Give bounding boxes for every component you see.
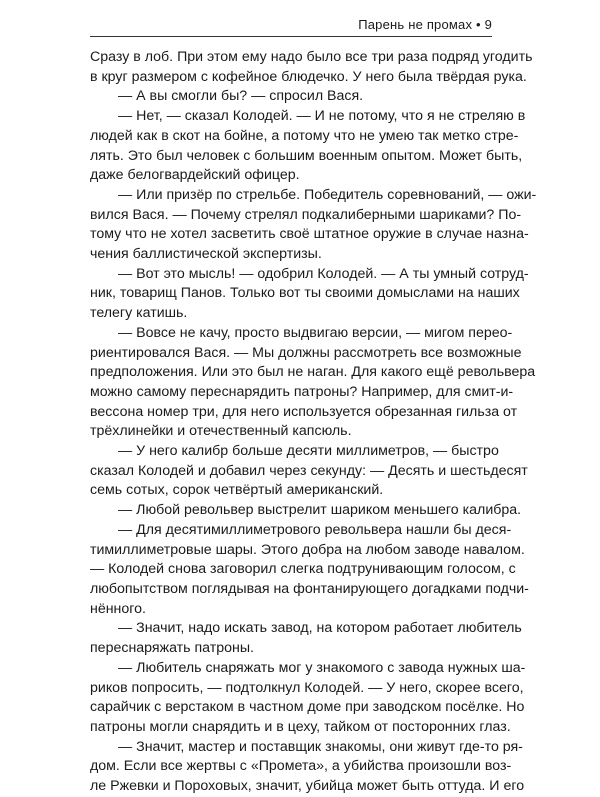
text-line: вессона номер три, для него используется обрезанная гильза от — [90, 403, 518, 420]
text-line: — Или призёр по стрельбе. Победитель соревнований, — ожи- — [118, 186, 537, 203]
text-line: переснаряжать патроны. — [90, 640, 255, 657]
paragraph — [90, 324, 536, 442]
running-head — [90, 12, 492, 37]
text-line: семь сотых, сорок четвёртый американский. — [90, 482, 384, 499]
text-line: ле Ржевки и Пороховых, значит, убийца может быть оттуда. И его — [90, 778, 525, 795]
text-line: вился Вася. — Почему стрелял подкалиберными шариками? По- — [90, 206, 522, 223]
text-line: Сразу в лоб. При этом ему надо было все три раза подряд угодить — [90, 49, 533, 65]
text-line: — Значит, надо искать завод, на котором работает любитель — [118, 620, 522, 637]
text-line: в круг размером с кофейное блюдечко. У него была твёрдая рука. — [90, 68, 527, 85]
text-line: — Вовсе не качу, просто выдвигаю версии, — мигом перео- — [118, 324, 513, 341]
text-line: патроны могли снарядить и в цеху, тайком от посторонних глаз. — [90, 718, 511, 735]
text-line: — Колодей снова заговорил слегка подтрунивающим голосом, с — [90, 561, 516, 578]
text-line: сказал Колодей и добавил через секунду: — Десять и шестьдесят — [90, 462, 528, 479]
paragraph — [90, 619, 522, 658]
text-line: даже белогвардейский офицер. — [90, 167, 300, 184]
text-line: — Любитель снаряжать мог у знакомого с завода нужных ша- — [118, 659, 526, 676]
text-line: — У него калибр больше десяти миллиметров, — быстро — [118, 443, 499, 460]
text-line: дом. Если все жертвы с «Промета», а убийства произошли воз- — [90, 758, 512, 775]
paragraph — [90, 442, 528, 501]
text-line: — Любой револьвер выстрелит шариком меньшего калибра. — [118, 502, 522, 519]
body-text — [90, 48, 537, 797]
paragraph — [90, 738, 525, 797]
text-line: тимиллиметровые шары. Этого добра на любом заводе навалом. — [90, 541, 525, 558]
text-line: ник, товарищ Панов. Только вот ты своими домыслами на наших — [90, 285, 520, 302]
text-line: предположения. Или это был не наган. Для какого ещё револьвера — [90, 364, 536, 381]
text-line: — Вот это мысль! — одобрил Колодей. — А ты умный сотруд- — [118, 265, 529, 282]
running-title: Парень не промах • 9 — [358, 16, 492, 32]
paragraph — [90, 87, 487, 107]
text-line: — Для десятимиллиметрового револьвера нашли бы деся- — [118, 521, 512, 538]
text-line: риентировался Вася. — Мы должны рассмотреть все возможные — [90, 344, 522, 361]
text-line: — Значит, мастер и поставщик знакомы, они живут где-то ря- — [118, 738, 523, 755]
text-line: людей как в скот на бойне, а потому что не умею так метко стре- — [90, 127, 519, 144]
text-line: тому что не хотел засветить своё штатное оружие в случае назна- — [90, 226, 529, 243]
paragraph — [90, 48, 533, 87]
text-line: нённого. — [90, 600, 146, 617]
paragraph — [90, 659, 526, 738]
paragraph — [90, 107, 526, 186]
paragraph — [90, 265, 529, 324]
text-line: риков попросить, — подтолкнул Колодей. — У него, скорее всего, — [90, 679, 524, 696]
text-line: любопытством поглядывая на фонтанирующего догадками подчи- — [90, 580, 529, 597]
paragraph — [90, 186, 537, 265]
text-line: — А вы смогли бы? — спросил Вася. — [118, 88, 364, 105]
text-line: телегу катишь. — [90, 305, 188, 322]
text-line: сарайчик с верстаком в частном доме при заводском посёлке. Но — [90, 699, 525, 716]
text-line: можно самому переснарядить патроны? Например, для смит-и- — [90, 383, 514, 400]
text-line: чения баллистической экспертизы. — [90, 246, 322, 263]
paragraph — [90, 501, 522, 521]
text-line: трёхлинейки и отечественный капсюль. — [90, 423, 352, 440]
paragraph — [90, 521, 529, 620]
text-line: — Нет, — сказал Колодей. — И не потому, что я не стреляю в — [118, 108, 526, 125]
text-line: лять. Это был человек с большим военным опытом. Может быть, — [90, 147, 523, 164]
